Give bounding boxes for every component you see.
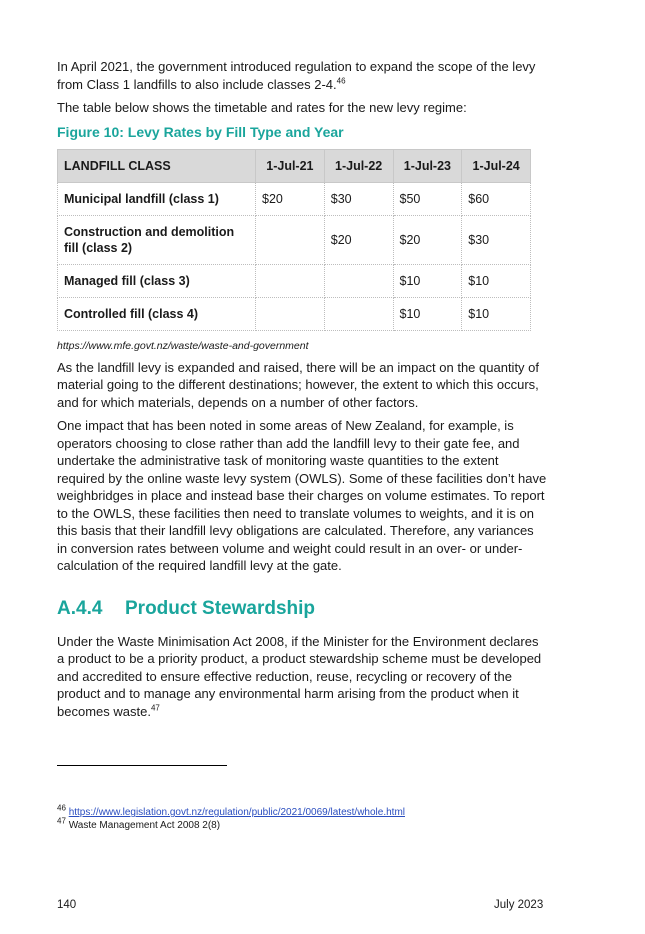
rate-cell: $20 — [324, 215, 393, 264]
rate-cell — [256, 215, 325, 264]
section-title: Product Stewardship — [125, 597, 316, 619]
section-heading — [57, 597, 547, 621]
rate-cell: $20 — [256, 182, 325, 215]
row-class: Construction and demolition fill (class 2) — [58, 215, 256, 264]
footnote-link[interactable]: https://www.legislation.govt.nz/regulation/public/2021/0069/latest/whole.html — [68, 807, 405, 818]
section-paragraph — [57, 633, 547, 721]
footnote-item — [57, 803, 577, 819]
rate-cell: $20 — [393, 215, 462, 264]
intro-text: In April 2021, the government introduced regulation to expand the scope of the levy from Class 1 landfills to also include classes 2-4. — [57, 59, 536, 92]
footnote-item — [57, 816, 577, 832]
section-number: A.4.4 — [57, 597, 103, 619]
footnote-ref-47[interactable]: 47 — [150, 703, 160, 713]
row-class: Controlled fill (class 4) — [58, 297, 256, 330]
rate-cell: $10 — [462, 297, 531, 330]
rate-cell — [256, 264, 325, 297]
row-class: Managed fill (class 3) — [58, 264, 256, 297]
footnotes — [57, 803, 577, 832]
section-text: Under the Waste Minimisation Act 2008, if the Minister for the Environment declares a product to be a priority product, a product stewardship scheme must be developed and accredited to ensure effective reduction, reuse, recycling or recovery of the product and to manage any environmental harm arising from the product when it becomes waste. — [57, 633, 542, 719]
intro-paragraph — [57, 58, 547, 93]
body-paragraph: As the landfill levy is expanded and raised, there will be an impact on the quantity of material going to the different destinations; however, the extent to which this occurs, and for which materials, depends on a number of other factors. — [57, 359, 540, 410]
footnote-number: 47 — [57, 816, 66, 826]
rate-cell — [256, 297, 325, 330]
page-number: 140 — [57, 899, 77, 911]
header-year: 1-Jul-21 — [256, 149, 325, 182]
table-row — [58, 215, 531, 264]
rate-cell: $60 — [462, 182, 531, 215]
rate-cell: $10 — [393, 264, 462, 297]
table-intro-paragraph: The table below shows the timetable and rates for the new levy regime: — [57, 100, 467, 115]
rate-cell: $30 — [324, 182, 393, 215]
header-year: 1-Jul-22 — [324, 149, 393, 182]
levy-rates-table — [57, 149, 531, 331]
table-row — [58, 297, 531, 330]
header-landfill-class: LANDFILL CLASS — [58, 149, 256, 182]
rate-cell: $10 — [393, 297, 462, 330]
rate-cell — [324, 264, 393, 297]
header-year: 1-Jul-24 — [462, 149, 531, 182]
body-paragraph: One impact that has been noted in some areas of New Zealand, for example, is operators choosing to close rather than add the landfill levy to their gate fee, and undertake the administrative task of monitoring waste quantities to the extent required by the online waste levy system (OWLS). Some of these facilities don’t have weighbridges in place and instead base their charges on volume estimates. To report to the OWLS, these facilities then need to translate volumes to weights, and it is on this basis that their landfill levy obligations are calculated. Therefore, any variances in conversion rates between volume and weight could result in an over- or under-calculation of the required landfill levy at the gate. — [57, 418, 547, 573]
row-class: Municipal landfill (class 1) — [58, 182, 256, 215]
table-header-row — [58, 149, 531, 182]
footnote-ref-46[interactable]: 46 — [336, 76, 346, 86]
table-source: https://www.mfe.govt.nz/waste/waste-and-government — [57, 339, 309, 352]
rate-cell — [324, 297, 393, 330]
table-row — [58, 264, 531, 297]
figure-title: Figure 10: Levy Rates by Fill Type and Year — [57, 123, 344, 140]
footnote-number: 46 — [57, 803, 66, 813]
header-year: 1-Jul-23 — [393, 149, 462, 182]
rate-cell: $10 — [462, 264, 531, 297]
footnote-text: Waste Management Act 2008 2(8) — [68, 820, 221, 831]
table-row — [58, 182, 531, 215]
footer-date: July 2023 — [494, 899, 544, 911]
page-content — [57, 58, 547, 720]
rate-cell: $30 — [462, 215, 531, 264]
rate-cell: $50 — [393, 182, 462, 215]
footnote-divider — [57, 765, 227, 766]
